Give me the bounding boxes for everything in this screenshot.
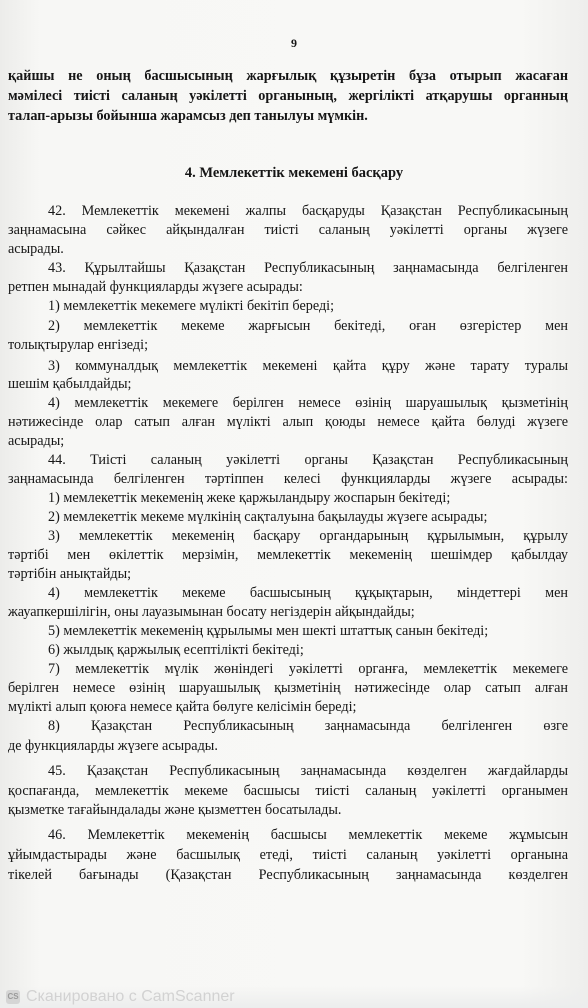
text-line: 7) мемлекеттік мүлік жөніндегі уәкілетті органға, мемлекеттік мекемеге: [48, 661, 568, 677]
text-line: қайшы не оның басшысының жарғылық құзыретін бұза отырып жасаған: [8, 68, 568, 84]
text-line: 2) мемлекеттік мекеме мүлкінің сақталуына бақылауды жүзеге асырады;: [48, 509, 488, 525]
text-line: берілген немесе өзінің шаруашылық қызметінің нәтижесінде олар сатып алған: [8, 680, 568, 696]
text-line: мәмілесі тиісті саланың уәкілетті органының, жергілікті атқарушы органның: [8, 88, 568, 104]
text-line: асырады.: [8, 241, 64, 257]
text-line: 44. Тиісті саланың уәкілетті органы Қазақстан Республикасының: [48, 452, 568, 468]
text-line: 1) мемлекеттік мекеменің жеке қаржыландыру жоспарын бекітеді;: [48, 490, 451, 506]
page-number: 9: [291, 36, 297, 50]
text-line: 6) жылдық қаржылық есептілікті бекітеді;: [48, 642, 304, 658]
text-line: мүлікті алып қоюға немесе қайта бөлуге келісімін береді;: [8, 699, 357, 715]
text-line: заңнамасында белгіленген тәртіппен келесі функцияларды жүзеге асырады:: [8, 471, 568, 487]
text-line: тәртібін анықтайды;: [8, 566, 132, 582]
text-line: заңнамасына сәйкес айқындалған тиісті саланың уәкілетті органы жүзеге: [8, 222, 568, 238]
text-line: 43. Құрылтайшы Қазақстан Республикасының заңнамасында белгіленген: [48, 260, 568, 276]
text-line: қоспағанда, мемлекеттік мекеме басшысы тиісті саланың уәкілетті органымен: [8, 783, 568, 799]
text-line: шешім қабылдайды;: [8, 376, 132, 392]
text-line: 1) мемлекеттік мекемеге мүлікті бекітіп береді;: [48, 298, 335, 314]
text-line: 3) мемлекеттік мекеменің басқару органдарының құрылымын, құрылу: [48, 528, 568, 544]
text-line: жауапкершілігін, оны лауазымынан босату негіздерін айқындайды;: [8, 604, 415, 620]
section-heading: 4. Мемлекеттік мекемені басқару: [184, 165, 404, 181]
text-line: 45. Қазақстан Республикасының заңнамасында көзделген жағдайларды: [48, 763, 568, 779]
text-line: тікелей бағынады (Қазақстан Республикасының заңнамасында көзделген: [8, 867, 568, 883]
text-line: 46. Мемлекеттік мекеменің басшысы мемлекеттік мекеме жұмысын: [48, 827, 568, 843]
text-line: 2) мемлекеттік мекеме жарғысын бекітеді, оған өзгерістер мен: [48, 318, 568, 334]
text-line: ұйымдастырады және басшылық етеді, тиісті саланың уәкілетті органына: [8, 847, 568, 863]
text-line: 3) коммуналдық мемлекеттік мекемені қайта құру және тарату туралы: [48, 358, 568, 374]
text-line: 8) Қазақстан Республикасының заңнамасында белгіленген өзге: [48, 718, 568, 734]
scan-watermark: [0, 986, 588, 1008]
text-line: нәтижесінде олар сатып алған мүлікті алып қоюды немесе қайта бөлуді жүзеге: [8, 414, 568, 430]
watermark-text: Сканировано с CamScanner: [26, 988, 235, 1005]
text-line: 5) мемлекеттік мекеменің құрылымы мен шекті штаттық санын бекітеді;: [48, 623, 489, 639]
text-line: тәртібі мен өкілеттік мерзімін, мемлекеттік мекеменің шешімдер қабылдау: [8, 547, 568, 563]
text-line: 4) мемлекеттік мекемеге берілген немесе өзінің шаруашылық қызметінің: [48, 395, 568, 411]
text-line: асырады;: [8, 433, 65, 449]
text-line: ретпен мынадай функцияларды жүзеге асырады:: [8, 279, 303, 295]
camscanner-logo-icon: CS: [6, 990, 20, 1004]
text-line: 4) мемлекеттік мекеме басшысының құқықтарын, міндеттері мен: [48, 585, 568, 601]
text-line: талап-арызы бойынша жарамсыз деп танылуы мүмкін.: [8, 108, 368, 124]
text-line: де функцияларды жүзеге асырады.: [8, 738, 218, 754]
text-line: толықтырулар енгізеді;: [8, 337, 149, 353]
text-line: қызметке тағайындалады және қызметтен босатылады.: [8, 802, 342, 818]
text-line: 42. Мемлекеттік мекемені жалпы басқаруды Қазақстан Республикасының: [48, 203, 568, 219]
